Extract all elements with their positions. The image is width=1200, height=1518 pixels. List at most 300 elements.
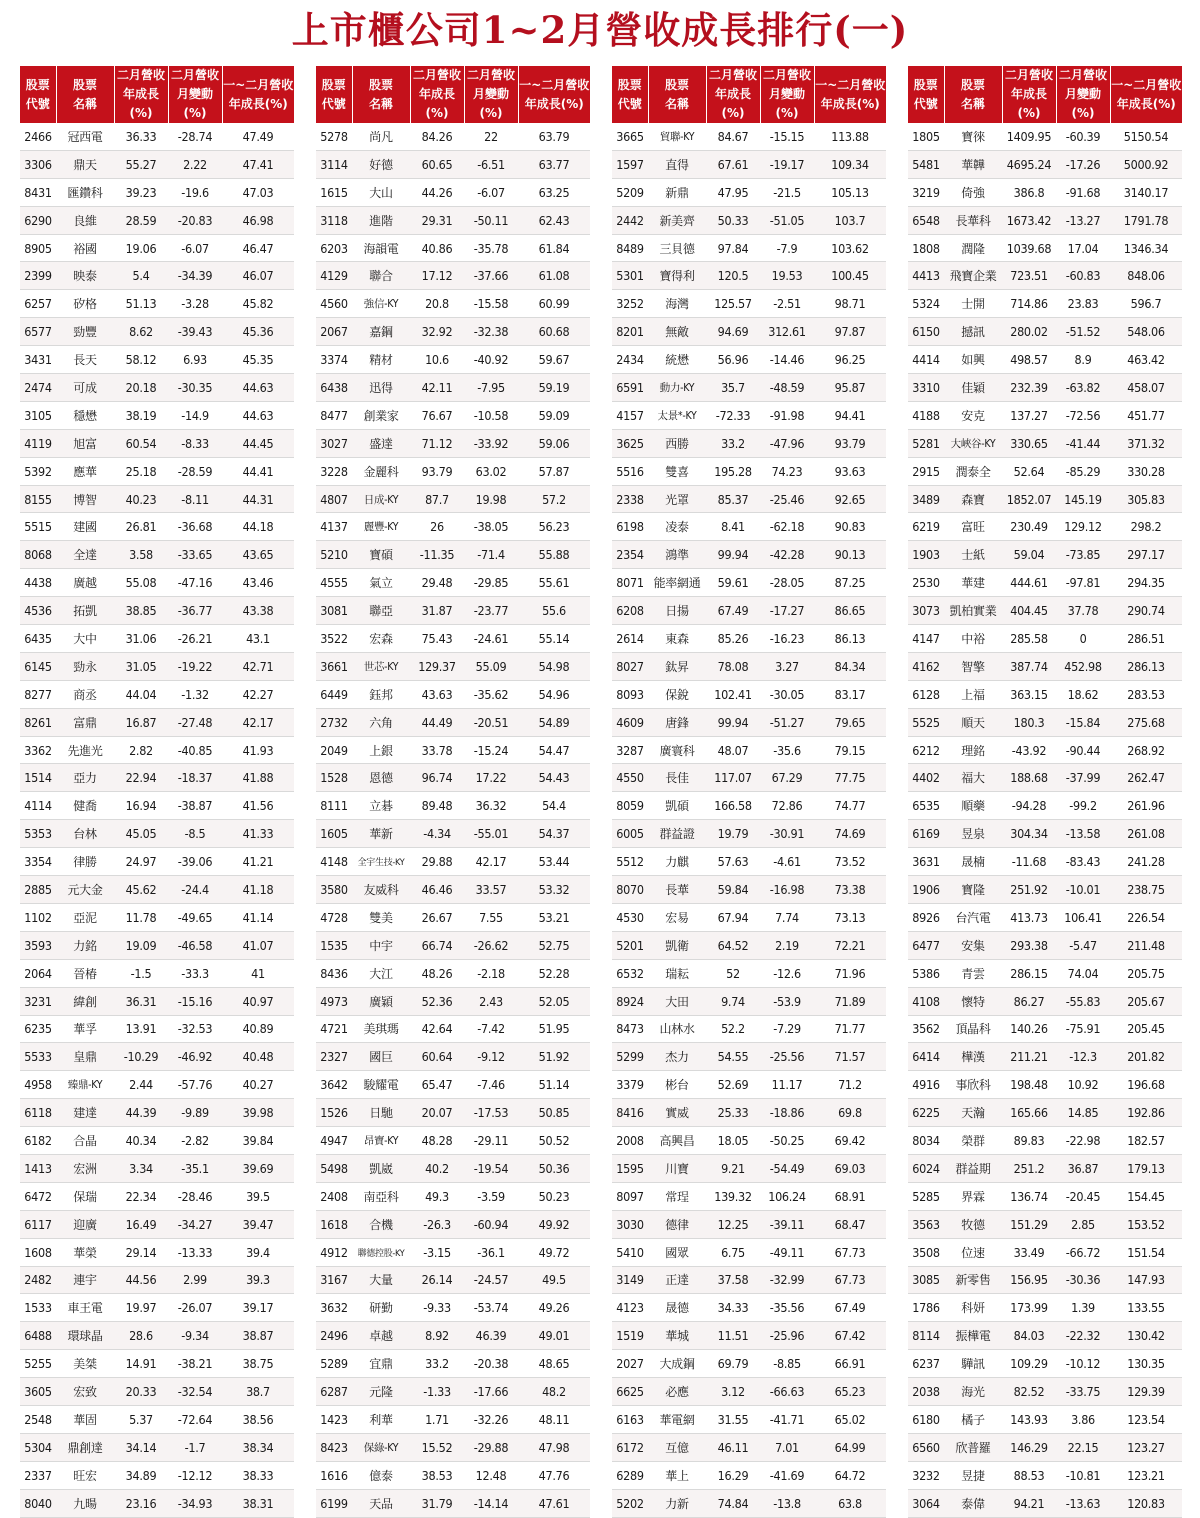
feb-revenue-yoy: 293.38: [1002, 931, 1056, 959]
feb-revenue-mom: -73.85: [1056, 541, 1110, 569]
stock-name: 鴻準: [648, 541, 706, 569]
stock-name: 驊訊: [944, 1350, 1002, 1378]
feb-revenue-mom: -91.68: [1056, 178, 1110, 206]
table-row: [316, 848, 590, 876]
table-row: [20, 457, 294, 485]
feb-revenue-yoy: 94.21: [1002, 1489, 1056, 1517]
column-header-line: 年成長(%): [122, 87, 159, 120]
stock-code: 5353: [20, 820, 56, 848]
feb-revenue-mom: -1.32: [168, 680, 222, 708]
feb-revenue-mom: -72.56: [1056, 401, 1110, 429]
feb-revenue-mom: -39.43: [168, 318, 222, 346]
feb-revenue-mom: -97.81: [1056, 569, 1110, 597]
table-row: [612, 1182, 886, 1210]
feb-revenue-yoy: 4695.24: [1002, 150, 1056, 178]
stock-code: 3105: [20, 401, 56, 429]
table-row: [316, 318, 590, 346]
table-row: [20, 597, 294, 625]
stock-code: 4958: [20, 1071, 56, 1099]
jan-feb-revenue-yoy: 275.68: [1110, 708, 1182, 736]
feb-revenue-yoy: 9.21: [706, 1154, 760, 1182]
stock-code: 6219: [908, 513, 944, 541]
stock-name: 順藥: [944, 792, 1002, 820]
table-row: [908, 1071, 1182, 1099]
table-row: [20, 123, 294, 150]
feb-revenue-yoy: 96.74: [410, 764, 464, 792]
jan-feb-revenue-yoy: 50.36: [518, 1154, 590, 1182]
jan-feb-revenue-yoy: 69.42: [814, 1127, 886, 1155]
jan-feb-revenue-yoy: 56.23: [518, 513, 590, 541]
stock-code: 6591: [612, 374, 648, 402]
column-header-line: 一~二月營收: [1111, 77, 1182, 92]
jan-feb-revenue-yoy: 548.06: [1110, 318, 1182, 346]
feb-revenue-mom: -30.05: [760, 680, 814, 708]
feb-revenue-mom: -20.45: [1056, 1182, 1110, 1210]
feb-revenue-yoy: 304.34: [1002, 820, 1056, 848]
feb-revenue-yoy: 76.67: [410, 401, 464, 429]
table-row: [20, 1489, 294, 1517]
feb-revenue-mom: -14.9: [168, 401, 222, 429]
feb-revenue-mom: -19.6: [168, 178, 222, 206]
feb-revenue-mom: -3.28: [168, 290, 222, 318]
feb-revenue-mom: -51.52: [1056, 318, 1110, 346]
feb-revenue-yoy: -26.3: [410, 1210, 464, 1238]
table-row: [20, 206, 294, 234]
stock-name: 全達: [56, 541, 114, 569]
feb-revenue-mom: -20.38: [464, 1350, 518, 1378]
jan-feb-revenue-yoy: 39.5: [222, 1182, 294, 1210]
column-header-line: 月變動(%): [472, 87, 509, 120]
stock-name: 事欣科: [944, 1071, 1002, 1099]
table-row: [316, 234, 590, 262]
stock-name: 長華: [648, 876, 706, 904]
jan-feb-revenue-yoy: 113.88: [814, 123, 886, 150]
stock-code: 1528: [316, 764, 352, 792]
feb-revenue-yoy: 12.25: [706, 1210, 760, 1238]
table-row: [316, 1238, 590, 1266]
feb-revenue-yoy: 55.27: [114, 150, 168, 178]
jan-feb-revenue-yoy: 38.56: [222, 1405, 294, 1433]
feb-revenue-yoy: 38.53: [410, 1461, 464, 1489]
table-row: [316, 597, 590, 625]
table-row: [20, 262, 294, 290]
table-row: [316, 541, 590, 569]
jan-feb-revenue-yoy: 103.62: [814, 234, 886, 262]
table-row: [20, 903, 294, 931]
jan-feb-revenue-yoy: 65.02: [814, 1405, 886, 1433]
stock-name: 連宇: [56, 1266, 114, 1294]
feb-revenue-yoy: 387.74: [1002, 652, 1056, 680]
stock-code: 1535: [316, 931, 352, 959]
feb-revenue-yoy: 71.12: [410, 429, 464, 457]
table-row: [908, 457, 1182, 485]
jan-feb-revenue-yoy: 153.52: [1110, 1210, 1182, 1238]
stock-code: 6535: [908, 792, 944, 820]
feb-revenue-yoy: 60.64: [410, 1043, 464, 1071]
feb-revenue-yoy: -1.33: [410, 1378, 464, 1406]
table-row: [20, 1182, 294, 1210]
jan-feb-revenue-yoy: 105.13: [814, 178, 886, 206]
feb-revenue-yoy: 31.55: [706, 1405, 760, 1433]
jan-feb-revenue-yoy: 71.89: [814, 987, 886, 1015]
column-header-line: 二月營收: [170, 68, 219, 82]
feb-revenue-yoy: 59.04: [1002, 541, 1056, 569]
jan-feb-revenue-yoy: 83.17: [814, 680, 886, 708]
feb-revenue-yoy: 40.23: [114, 485, 168, 513]
table-row: [612, 625, 886, 653]
stock-name: 日揚: [648, 597, 706, 625]
feb-revenue-mom: -41.44: [1056, 429, 1110, 457]
stock-name: 榮群: [944, 1127, 1002, 1155]
feb-revenue-mom: -12.6: [760, 959, 814, 987]
feb-revenue-mom: -47.96: [760, 429, 814, 457]
feb-revenue-mom: -15.58: [464, 290, 518, 318]
feb-revenue-mom: 36.32: [464, 792, 518, 820]
table-row: [316, 1405, 590, 1433]
feb-revenue-yoy: 11.78: [114, 903, 168, 931]
table-row: [908, 1182, 1182, 1210]
jan-feb-revenue-yoy: 44.45: [222, 429, 294, 457]
jan-feb-revenue-yoy: 49.72: [518, 1238, 590, 1266]
table-row: [908, 1127, 1182, 1155]
stock-code: 3632: [316, 1294, 352, 1322]
jan-feb-revenue-yoy: 39.4: [222, 1238, 294, 1266]
feb-revenue-yoy: 93.79: [410, 457, 464, 485]
feb-revenue-mom: -47.16: [168, 569, 222, 597]
stock-name: 高興昌: [648, 1127, 706, 1155]
table-row: [20, 150, 294, 178]
feb-revenue-yoy: 56.96: [706, 346, 760, 374]
feb-revenue-yoy: 151.29: [1002, 1210, 1056, 1238]
feb-revenue-yoy: 20.8: [410, 290, 464, 318]
feb-revenue-yoy: 52.69: [706, 1071, 760, 1099]
stock-code: 8068: [20, 541, 56, 569]
feb-revenue-mom: 7.74: [760, 903, 814, 931]
feb-revenue-mom: -32.38: [464, 318, 518, 346]
jan-feb-revenue-yoy: 90.83: [814, 513, 886, 541]
column-header-line: 股票: [617, 77, 642, 92]
table-row: [908, 652, 1182, 680]
stock-code: 8477: [316, 401, 352, 429]
stock-code: 6117: [20, 1210, 56, 1238]
stock-code: 8093: [612, 680, 648, 708]
stock-name: 車王電: [56, 1294, 114, 1322]
column-header: [410, 66, 464, 123]
table-row: [612, 1210, 886, 1238]
table-row: [612, 401, 886, 429]
stock-name: 撼訊: [944, 318, 1002, 346]
stock-name: 麗豐-KY: [352, 513, 410, 541]
stock-code: 4973: [316, 987, 352, 1015]
stock-code: 6477: [908, 931, 944, 959]
stock-code: 2327: [316, 1043, 352, 1071]
feb-revenue-yoy: 67.94: [706, 903, 760, 931]
stock-code: 8070: [612, 876, 648, 904]
stock-name: 上福: [944, 680, 1002, 708]
feb-revenue-yoy: 19.09: [114, 931, 168, 959]
feb-revenue-mom: -51.05: [760, 206, 814, 234]
feb-revenue-mom: -9.34: [168, 1322, 222, 1350]
feb-revenue-yoy: 38.19: [114, 401, 168, 429]
stock-name: 如興: [944, 346, 1002, 374]
feb-revenue-mom: -48.59: [760, 374, 814, 402]
table-row: [612, 764, 886, 792]
stock-code: 3114: [316, 150, 352, 178]
stock-name: 貿聯-KY: [648, 123, 706, 150]
table-row: [20, 1322, 294, 1350]
feb-revenue-yoy: 9.74: [706, 987, 760, 1015]
stock-code: 3431: [20, 346, 56, 374]
jan-feb-revenue-yoy: 205.45: [1110, 1015, 1182, 1043]
table-row: [316, 1433, 590, 1461]
jan-feb-revenue-yoy: 44.31: [222, 485, 294, 513]
jan-feb-revenue-yoy: 60.68: [518, 318, 590, 346]
jan-feb-revenue-yoy: 86.65: [814, 597, 886, 625]
stock-code: 1605: [316, 820, 352, 848]
jan-feb-revenue-yoy: 40.89: [222, 1015, 294, 1043]
stock-name: 合晶: [56, 1127, 114, 1155]
feb-revenue-mom: 10.92: [1056, 1071, 1110, 1099]
stock-code: 1519: [612, 1322, 648, 1350]
stock-code: 4147: [908, 625, 944, 653]
table-row: [908, 597, 1182, 625]
stock-name: 士開: [944, 290, 1002, 318]
feb-revenue-yoy: 46.46: [410, 876, 464, 904]
table-row: [316, 1294, 590, 1322]
jan-feb-revenue-yoy: 73.52: [814, 848, 886, 876]
feb-revenue-mom: -71.4: [464, 541, 518, 569]
stock-name: 保綠-KY: [352, 1433, 410, 1461]
stock-name: 元大金: [56, 876, 114, 904]
feb-revenue-mom: -8.5: [168, 820, 222, 848]
jan-feb-revenue-yoy: 330.28: [1110, 457, 1182, 485]
stock-code: 5516: [612, 457, 648, 485]
stock-code: 3593: [20, 931, 56, 959]
feb-revenue-yoy: 99.94: [706, 708, 760, 736]
feb-revenue-mom: -6.51: [464, 150, 518, 178]
feb-revenue-mom: -29.11: [464, 1127, 518, 1155]
stock-code: 8155: [20, 485, 56, 513]
jan-feb-revenue-yoy: 55.14: [518, 625, 590, 653]
table-row: [20, 1350, 294, 1378]
feb-revenue-mom: -14.14: [464, 1489, 518, 1517]
jan-feb-revenue-yoy: 205.75: [1110, 959, 1182, 987]
feb-revenue-mom: -33.92: [464, 429, 518, 457]
feb-revenue-mom: -60.83: [1056, 262, 1110, 290]
jan-feb-revenue-yoy: 94.41: [814, 401, 886, 429]
feb-revenue-yoy: 97.84: [706, 234, 760, 262]
column-header-line: 名稱: [368, 96, 393, 111]
feb-revenue-yoy: 51.13: [114, 290, 168, 318]
stock-code: 1903: [908, 541, 944, 569]
stock-name: 六角: [352, 708, 410, 736]
table-row: [908, 764, 1182, 792]
stock-name: 長天: [56, 346, 114, 374]
feb-revenue-mom: -35.56: [760, 1294, 814, 1322]
stock-code: 6172: [612, 1433, 648, 1461]
stock-name: 良維: [56, 206, 114, 234]
jan-feb-revenue-yoy: 71.77: [814, 1015, 886, 1043]
stock-name: 寶隆: [944, 876, 1002, 904]
feb-revenue-yoy: 146.29: [1002, 1433, 1056, 1461]
header-row: [612, 66, 886, 123]
feb-revenue-mom: -13.27: [1056, 206, 1110, 234]
table-row: [612, 1238, 886, 1266]
feb-revenue-mom: 36.87: [1056, 1154, 1110, 1182]
feb-revenue-yoy: 165.66: [1002, 1099, 1056, 1127]
feb-revenue-mom: 14.85: [1056, 1099, 1110, 1127]
table-row: [20, 708, 294, 736]
column-header-line: 二月營收: [466, 68, 515, 82]
feb-revenue-mom: -50.25: [760, 1127, 814, 1155]
stock-name: 華電網: [648, 1405, 706, 1433]
feb-revenue-mom: 0: [1056, 625, 1110, 653]
stock-code: 2530: [908, 569, 944, 597]
feb-revenue-yoy: 33.2: [410, 1350, 464, 1378]
stock-name: 台汽電: [944, 903, 1002, 931]
stock-name: 力麒: [648, 848, 706, 876]
jan-feb-revenue-yoy: 39.17: [222, 1294, 294, 1322]
stock-name: 臻鼎-KY: [56, 1071, 114, 1099]
stock-name: 無敵: [648, 318, 706, 346]
feb-revenue-mom: -7.46: [464, 1071, 518, 1099]
feb-revenue-yoy: 31.05: [114, 652, 168, 680]
stock-code: 4413: [908, 262, 944, 290]
feb-revenue-yoy: 109.29: [1002, 1350, 1056, 1378]
stock-code: 3642: [316, 1071, 352, 1099]
column-header: [814, 66, 886, 123]
stock-code: 4530: [612, 903, 648, 931]
jan-feb-revenue-yoy: 67.42: [814, 1322, 886, 1350]
table-row: [612, 903, 886, 931]
feb-revenue-mom: -8.11: [168, 485, 222, 513]
feb-revenue-yoy: 88.53: [1002, 1461, 1056, 1489]
stock-name: 能率網通: [648, 569, 706, 597]
feb-revenue-mom: -57.76: [168, 1071, 222, 1099]
table-row: [612, 374, 886, 402]
jan-feb-revenue-yoy: 130.42: [1110, 1322, 1182, 1350]
feb-revenue-mom: 8.9: [1056, 346, 1110, 374]
stock-code: 6488: [20, 1322, 56, 1350]
stock-name: 鈦昇: [648, 652, 706, 680]
feb-revenue-yoy: 136.74: [1002, 1182, 1056, 1210]
jan-feb-revenue-yoy: 79.65: [814, 708, 886, 736]
feb-revenue-mom: -20.51: [464, 708, 518, 736]
feb-revenue-yoy: 3.34: [114, 1154, 168, 1182]
feb-revenue-mom: 74.04: [1056, 959, 1110, 987]
table-row: [20, 931, 294, 959]
stock-code: 4555: [316, 569, 352, 597]
feb-revenue-mom: -36.68: [168, 513, 222, 541]
stock-name: 位速: [944, 1238, 1002, 1266]
table-row: [908, 178, 1182, 206]
jan-feb-revenue-yoy: 133.55: [1110, 1294, 1182, 1322]
stock-code: 2338: [612, 485, 648, 513]
table-row: [908, 1015, 1182, 1043]
table-row: [20, 234, 294, 262]
column-header: [464, 66, 518, 123]
stock-name: 健喬: [56, 792, 114, 820]
table-row: [316, 708, 590, 736]
jan-feb-revenue-yoy: 51.92: [518, 1043, 590, 1071]
feb-revenue-yoy: 5.37: [114, 1405, 168, 1433]
jan-feb-revenue-yoy: 297.17: [1110, 541, 1182, 569]
jan-feb-revenue-yoy: 62.43: [518, 206, 590, 234]
feb-revenue-mom: -75.91: [1056, 1015, 1110, 1043]
feb-revenue-mom: -9.89: [168, 1099, 222, 1127]
feb-revenue-yoy: 251.92: [1002, 876, 1056, 904]
jan-feb-revenue-yoy: 286.13: [1110, 652, 1182, 680]
stock-code: 1805: [908, 123, 944, 150]
stock-name: 海灣: [648, 290, 706, 318]
feb-revenue-yoy: 44.56: [114, 1266, 168, 1294]
stock-code: 6212: [908, 736, 944, 764]
feb-revenue-yoy: 28.59: [114, 206, 168, 234]
stock-code: 6225: [908, 1099, 944, 1127]
feb-revenue-yoy: 89.48: [410, 792, 464, 820]
feb-revenue-mom: -99.2: [1056, 792, 1110, 820]
table-row: [908, 1489, 1182, 1517]
stock-name: 凱碩: [648, 792, 706, 820]
stock-code: 2354: [612, 541, 648, 569]
stock-name: 亞泥: [56, 903, 114, 931]
stock-code: 6169: [908, 820, 944, 848]
jan-feb-revenue-yoy: 201.82: [1110, 1043, 1182, 1071]
stock-code: 1906: [908, 876, 944, 904]
jan-feb-revenue-yoy: 67.49: [814, 1294, 886, 1322]
stock-code: 8059: [612, 792, 648, 820]
feb-revenue-yoy: 34.14: [114, 1433, 168, 1461]
feb-revenue-mom: -34.93: [168, 1489, 222, 1517]
stock-code: 6289: [612, 1461, 648, 1489]
stock-name: 創業家: [352, 401, 410, 429]
table-row: [20, 401, 294, 429]
stock-code: 2482: [20, 1266, 56, 1294]
feb-revenue-mom: 22: [464, 123, 518, 150]
jan-feb-revenue-yoy: 298.2: [1110, 513, 1182, 541]
jan-feb-revenue-yoy: 93.63: [814, 457, 886, 485]
feb-revenue-mom: 7.01: [760, 1433, 814, 1461]
jan-feb-revenue-yoy: 130.35: [1110, 1350, 1182, 1378]
stock-code: 5285: [908, 1182, 944, 1210]
stock-code: 8034: [908, 1127, 944, 1155]
stock-name: 三貝德: [648, 234, 706, 262]
jan-feb-revenue-yoy: 129.39: [1110, 1378, 1182, 1406]
jan-feb-revenue-yoy: 38.75: [222, 1350, 294, 1378]
table-row: [20, 764, 294, 792]
column-header: [222, 66, 294, 123]
jan-feb-revenue-yoy: 54.98: [518, 652, 590, 680]
feb-revenue-yoy: 94.69: [706, 318, 760, 346]
feb-revenue-yoy: 25.18: [114, 457, 168, 485]
table-row: [316, 736, 590, 764]
table-row: [20, 1071, 294, 1099]
feb-revenue-mom: -8.85: [760, 1350, 814, 1378]
feb-revenue-yoy: 198.48: [1002, 1071, 1056, 1099]
jan-feb-revenue-yoy: 38.33: [222, 1461, 294, 1489]
table-row: [316, 1043, 590, 1071]
jan-feb-revenue-yoy: 40.27: [222, 1071, 294, 1099]
column-header-line: 二月營收: [762, 68, 811, 82]
table-row: [20, 1405, 294, 1433]
feb-revenue-yoy: 44.49: [410, 708, 464, 736]
stock-name: 緯創: [56, 987, 114, 1015]
stock-code: 2442: [612, 206, 648, 234]
stock-name: 凱柏實業: [944, 597, 1002, 625]
table-row: [612, 150, 886, 178]
feb-revenue-mom: 23.83: [1056, 290, 1110, 318]
stock-code: 3605: [20, 1378, 56, 1406]
